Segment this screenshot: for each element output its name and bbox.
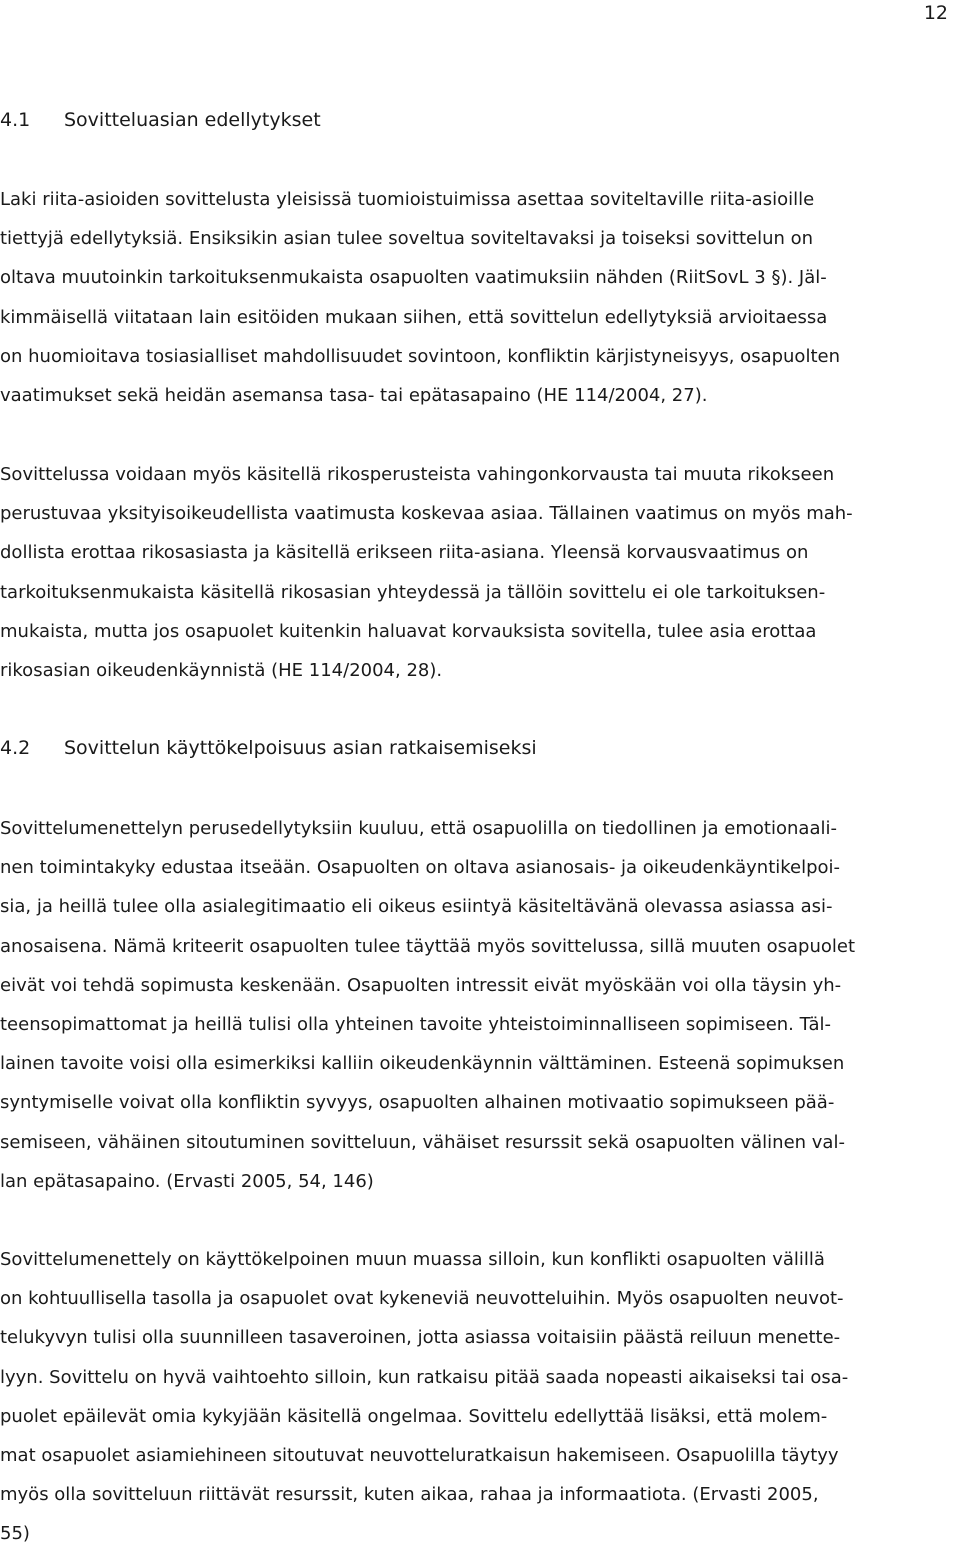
section-title: Sovitteluasian edellytykset (64, 109, 321, 131)
section-heading (0, 736, 960, 760)
text-line: 55) (0, 1523, 30, 1545)
text-line: mat osapuolet asiamiehineen sitoutuvat neuvotteluratkaisun hakemiseen. Osapuolilla täytyy (0, 1444, 839, 1466)
text-line: anosaisena. Nämä kriteerit osapuolten tulee täyttää myös sovittelussa, sillä muuten osapuolet (0, 935, 856, 957)
text-line: tiettyjä edellytyksiä. Ensiksikin asian tulee soveltua soviteltavaksi ja toiseksi sovittelun on (0, 228, 814, 250)
paragraph (0, 180, 960, 415)
text-line: myös olla sovitteluun riittävät resurssit, kuten aikaa, rahaa ja informaatiota. (Ervasti 2005, (0, 1484, 819, 1506)
text-line: Laki riita-asioiden sovittelusta yleisissä tuomioistuimissa asettaa soviteltaville riita-asioille (0, 189, 815, 210)
text-line: syntymiselle voivat olla konfliktin syvyys, osapuolten alhainen motivaatio sopimukseen pää- (0, 1092, 835, 1114)
text-line: nen toimintakyky edustaa itseään. Osapuolten on oltava asianosais- ja oikeudenkäyntikelpoi- (0, 857, 841, 879)
text-line: Sovittelumenettelyn perusedellytyksiin kuuluu, että osapuolilla on tiedollinen ja emotionaali- (0, 818, 837, 839)
text-line: oltava muutoinkin tarkoituksenmukaista osapuolten vaatimuksiin nähden (RiitSovL 3 §). Jäl- (0, 267, 827, 289)
section-4-1 (0, 108, 960, 132)
text-line: dollista erottaa rikosasiasta ja käsitellä erikseen riita-asiana. Yleensä korvausvaatimus on (0, 542, 809, 564)
text-line: lainen tavoite voisi olla esimerkiksi kalliin oikeudenkäynnin välttäminen. Esteenä sopimuksen (0, 1053, 845, 1075)
text-line: telukyvyn tulisi olla suunnilleen tasaveroinen, jotta asiassa voitaisiin päästä reiluun menette- (0, 1327, 841, 1349)
text-line: perustuvaa yksityisoikeudellista vaatimusta koskevaa asiaa. Tällainen vaatimus on myös mah- (0, 503, 853, 525)
text-line: mukaista, mutta jos osapuolet kuitenkin haluavat korvauksista sovitella, tulee asia erottaa (0, 620, 817, 642)
text-line: eivät voi tehdä sopimusta keskenään. Osapuolten intressit eivät myöskään voi olla täysin yh- (0, 974, 842, 996)
text-line: Sovittelumenettely on käyttökelpoinen muun muassa silloin, kun konflikti osapuolten välillä (0, 1249, 825, 1270)
text-line: on huomioitava tosiasialliset mahdollisuudet sovintoon, konfliktin kärjistyneisyys, osapuolten (0, 345, 840, 367)
section-number: 4.2 (0, 737, 31, 759)
text-line: lan epätasapaino. (Ervasti 2005, 54, 146) (0, 1170, 374, 1192)
text-line: on kohtuullisella tasolla ja osapuolet ovat kykeneviä neuvotteluihin. Myös osapuolten neuvot- (0, 1288, 844, 1310)
text-line: rikosasian oikeudenkäynnistä (HE 114/2004, 28). (0, 659, 443, 681)
text-line: semiseen, vähäinen sitoutuminen sovitteluun, vähäiset resurssit sekä osapuolten välinen val- (0, 1131, 845, 1153)
paragraph (0, 809, 960, 1201)
section-title: Sovittelun käyttökelpoisuus asian ratkaisemiseksi (64, 737, 537, 759)
text-line: puolet epäilevät omia kykyjään käsitellä ongelmaa. Sovittelu edellyttää lisäksi, että molem- (0, 1405, 828, 1427)
text-line: teensopimattomat ja heillä tulisi olla yhteinen tavoite yhteistoiminnalliseen sopimiseen. Täl- (0, 1013, 832, 1035)
text-line: vaatimukset sekä heidän asemansa tasa- tai epätasapaino (HE 114/2004, 27). (0, 384, 708, 406)
section-heading (0, 108, 960, 132)
text-line: lyyn. Sovittelu on hyvä vaihtoehto silloin, kun ratkaisu pitää saada nopeasti aikaiseksi tai osa- (0, 1366, 849, 1388)
page-number: 12 (923, 2, 948, 24)
paragraph (0, 455, 960, 690)
section-4-2 (0, 736, 960, 760)
section-number: 4.1 (0, 109, 31, 131)
text-line: sia, ja heillä tulee olla asialegitimaatio eli oikeus esiintyä käsiteltävänä olevassa asiassa asi- (0, 896, 833, 918)
text-line: tarkoituksenmukaista käsitellä rikosasian yhteydessä ja tällöin sovittelu ei ole tarkoituksen- (0, 581, 826, 603)
text-line: Sovittelussa voidaan myös käsitellä rikosperusteista vahingonkorvausta tai muuta rikokseen (0, 464, 835, 485)
paragraph (0, 1240, 960, 1554)
text-line: kimmäisellä viitataan lain esitöiden mukaan siihen, että sovittelun edellytyksiä arvioitaessa (0, 306, 828, 328)
